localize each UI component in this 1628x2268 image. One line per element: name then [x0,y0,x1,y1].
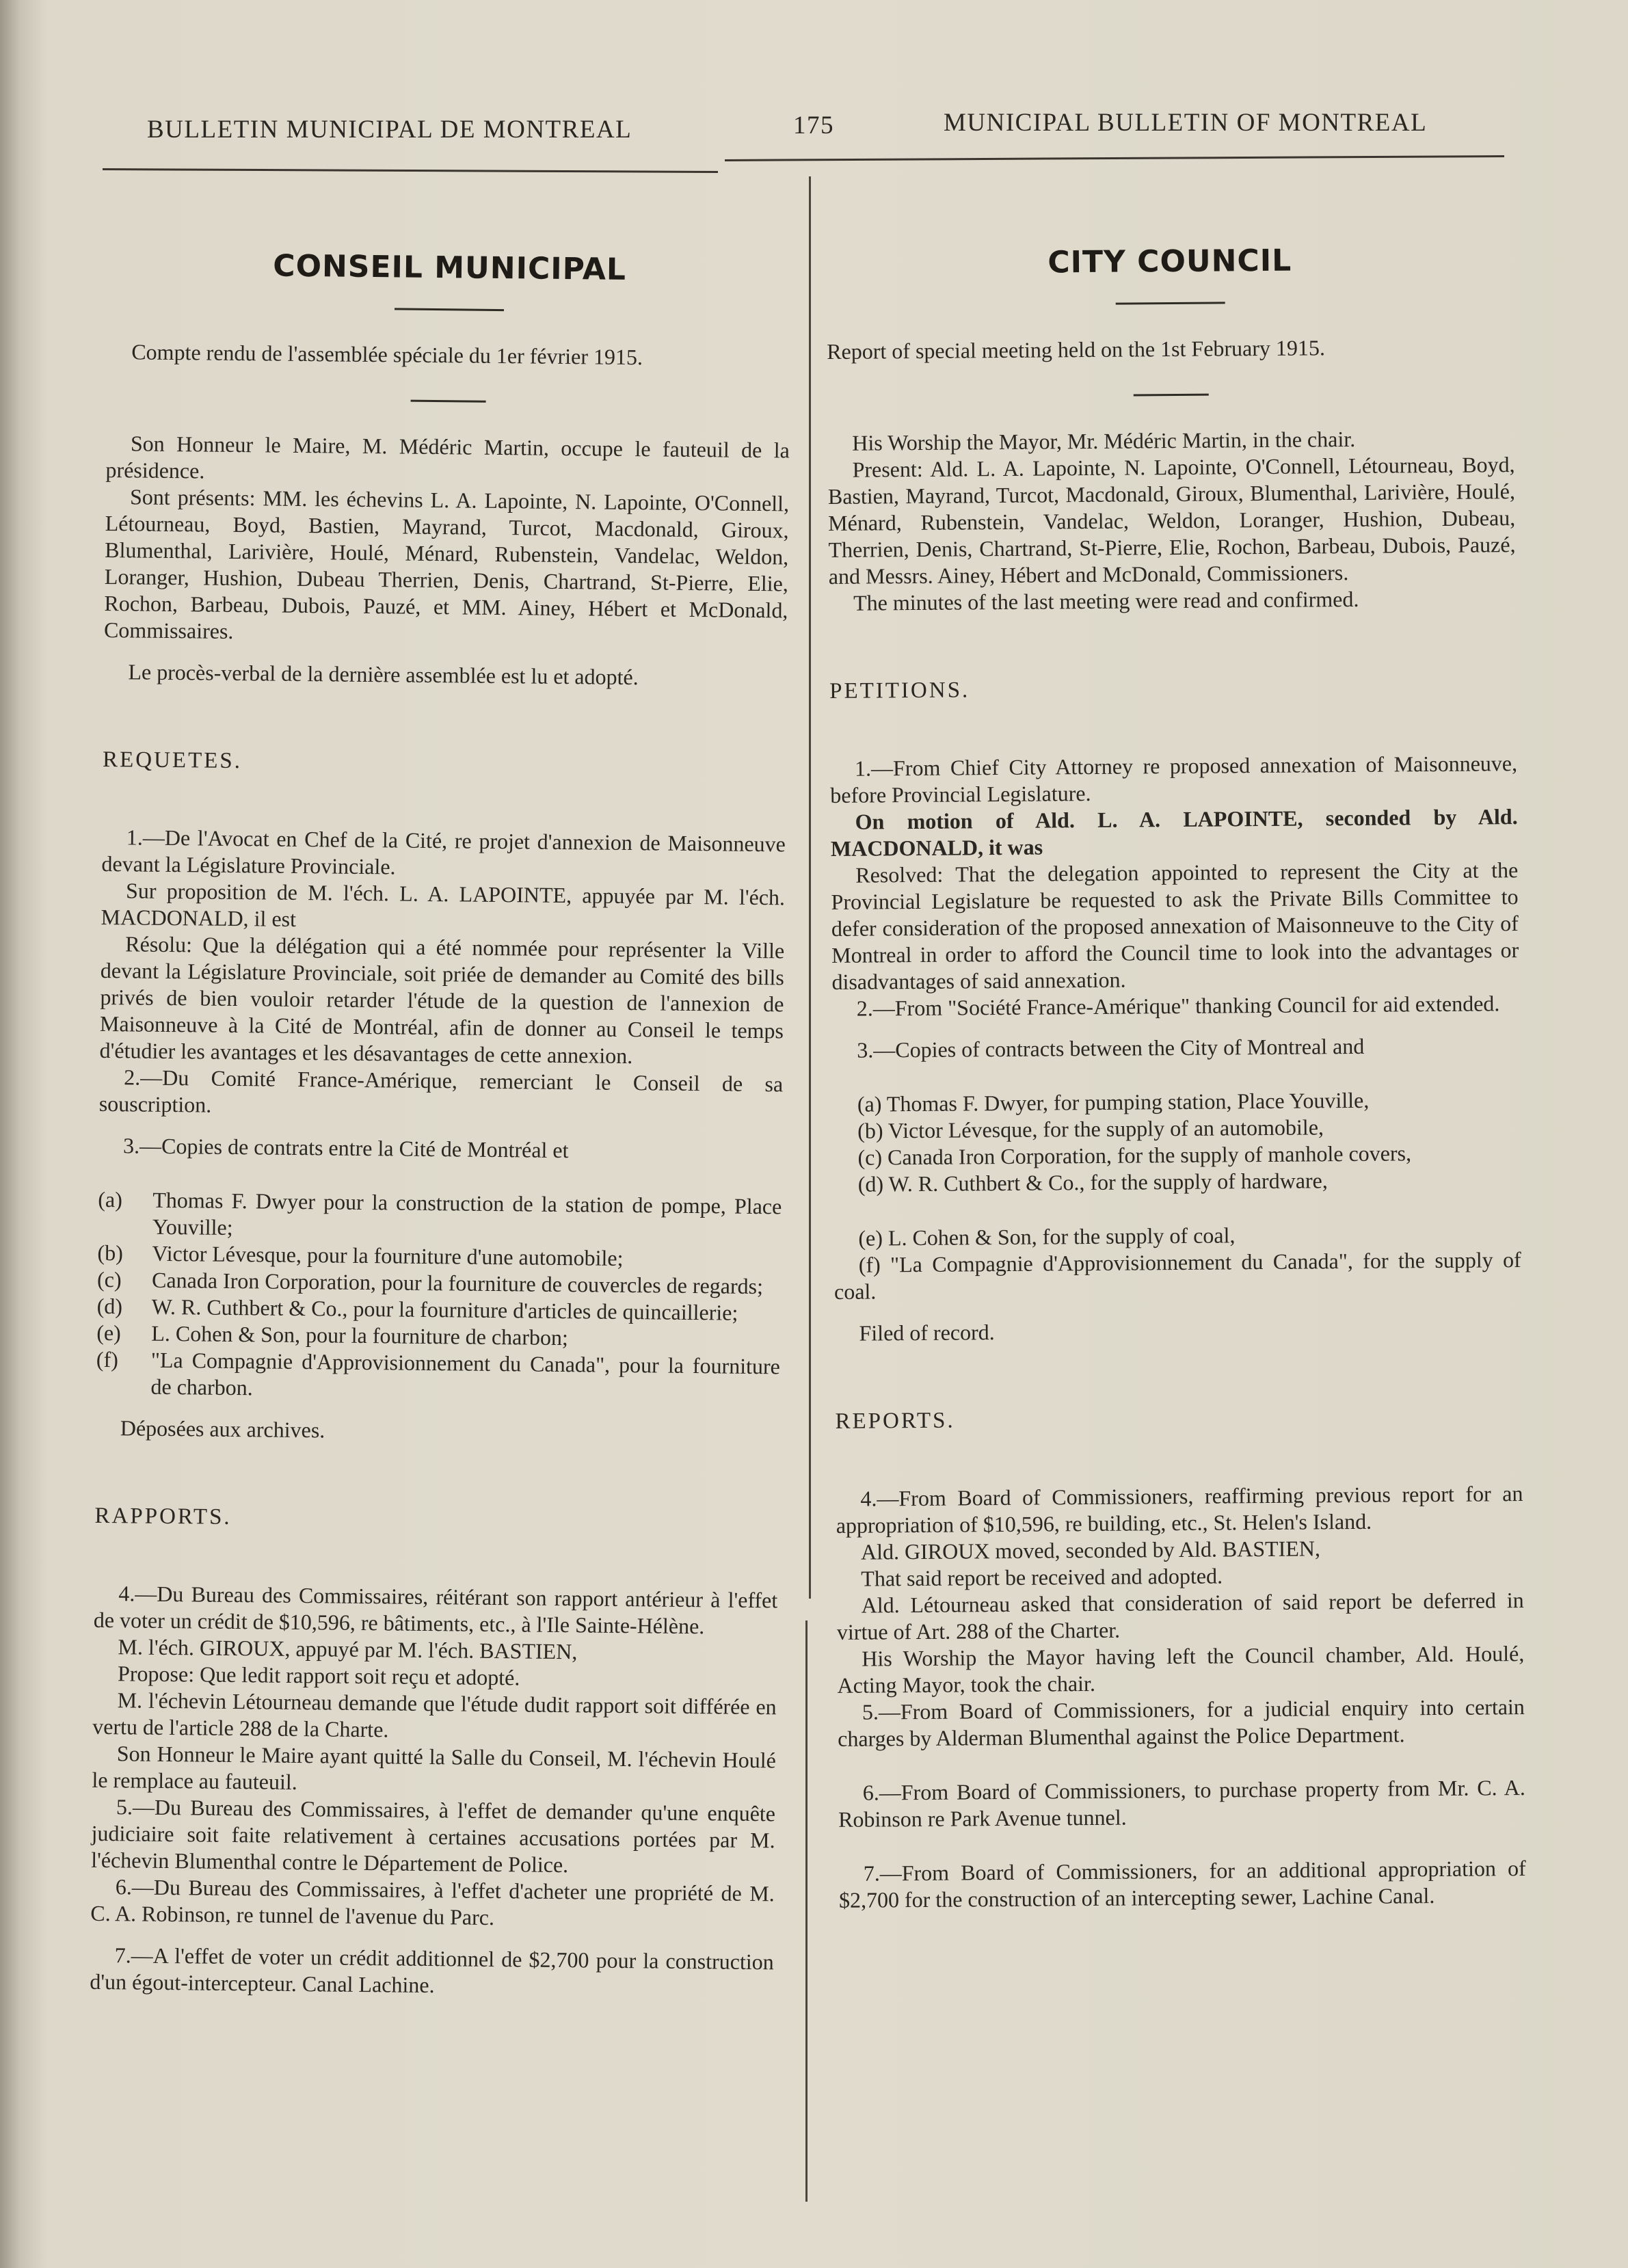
column-divider-lower [805,1620,808,2202]
french-proces-verbal: Le procès-verbal de la dernière assemblée est lu et adopté. [128,659,639,690]
subtitle-rule [1133,394,1208,397]
contract-item: (d) W. R. Cuthbert & Co., for the supply of hardware, [857,1168,1328,1197]
french-req2: 2.—Du Comité France-Amérique, remerciant le Conseil de sa souscription. [98,1065,784,1117]
english-pet2: 2.—From "Société France-Amérique" thanking Council for aid extended. [856,991,1500,1021]
subtitle-rule [411,400,486,403]
french-presents: Sont présents: MM. les échevins L. A. Lapointe, N. Lapointe, O'Connell, Létourneau, Boyd, Bastien, Mayrand, Turcot, Macdonald, Giroux, Blumenthal, Larivière, Houlé, Ménard, Rubenstein, Vandelac, Weldon, Loranger, Hushion, Dubeau Therrien, Denis, Chartrand, St-Pierre, Elie, Rochon, Barbeau, Dubois, Pauzé, et MM. Ainey, Hébert et McDonald, Commissaires. [103,484,790,643]
english-column [826,237,1526,1914]
english-pet1: 1.—From Chief City Attorney re proposed annexation of Maisonneuve, before Provincial Legislature. [830,751,1518,808]
contract-item: (d) W. R. Cuthbert & Co., pour la fourniture d'articles de quincaillerie; [96,1293,738,1325]
french-rap4-propose: Propose: Que ledit rapport soit reçu et adopté. [117,1661,520,1690]
contract-item: (f) "La Compagnie d'Approvisionnement du Canada", for the supply of coal. [833,1247,1521,1304]
english-title: CITY COUNCIL [1047,243,1292,280]
english-chair: His Worship the Mayor, Mr. Médéric Martin, in the chair. [852,426,1356,455]
contract-item: (b) Victor Lévesque, for the supply of an automobile, [857,1115,1324,1143]
header-right: MUNICIPAL BULLETIN OF MONTREAL [944,109,1428,137]
english-pet1-motion: On motion of Ald. L. A. LAPOINTE, seconded by Ald. MACDONALD, it was [830,804,1518,861]
contract-item: (a) Thomas F. Dwyer pour la construction de la station de pompe, Place Youville; [98,1186,782,1240]
french-column [90,243,792,2002]
header-rule-right [725,155,1504,161]
french-rap7: 7.—A l'effet de voter un crédit additionnel de $2,700 pour la construction d'un égout-intercepteur. Canal Lachine. [90,1943,774,1998]
english-rep4-that: That said report be received and adopted. [861,1563,1223,1591]
contract-item: (e) L. Cohen & Son, for the supply of coal, [858,1223,1236,1251]
page-number: 175 [793,111,834,139]
column-divider [809,176,811,1599]
french-title: CONSEIL MUNICIPAL [273,248,627,287]
french-presidence: Son Honneur le Maire, M. Médéric Martin, occupe le fauteuil de la présidence. [105,431,790,483]
french-subtitle: Compte rendu de l'assemblée spéciale du 1er février 1915. [131,339,643,370]
requetes-heading: REQUETES. [102,747,243,774]
title-rule [395,308,504,311]
contract-item: (e) L. Cohen & Son, pour la fourniture de charbon; [96,1320,569,1350]
english-subtitle: Report of special meeting held on the 1st February 1915. [827,335,1326,364]
english-pet3: 3.—Copies of contracts between the City of Montreal and [857,1033,1365,1063]
reports-heading: REPORTS. [835,1408,955,1434]
french-rap4-maire: Son Honneur le Maire ayant quitté la Salle du Conseil, M. l'échevin Houlé le remplace au fauteuil. [92,1741,777,1795]
english-rep6: 6.—From Board of Commissioners, to purchase property from Mr. C. A. Robinson re Park Avenue tunnel. [838,1775,1525,1832]
petitions-heading: PETITIONS. [829,678,970,704]
contract-item: (c) Canada Iron Corporation, for the supply of manhole covers, [857,1140,1412,1170]
english-rep4: 4.—From Board of Commissioners, reaffirming previous report for an appropriation of $10,596, re building, etc., St. Helen's Island. [836,1481,1523,1538]
french-rap4-letourneau: M. l'échevin Létourneau demande que l'étude dudit rapport soit différée en vertu de l'article 288 de la Charte. [92,1687,777,1742]
french-rap5: 5.—Du Bureau des Commissaires, à l'effet de demander qu'une enquête judiciaire soit faite relativement à certaines accusations portées par M. l'échevin Blumenthal contre le Département de Police. [91,1794,776,1878]
header-left: BULLETIN MUNICIPAL DE MONTREAL [147,116,632,144]
french-rap4-motion: M. l'éch. GIROUX, appuyé par M. l'éch. BASTIEN, [118,1634,578,1664]
rapports-heading: RAPPORTS. [94,1503,232,1530]
english-pet1-resolved: Resolved: That the delegation appointed to represent the City at the Provincial Legislature be requested to ask the Private Bills Committee to defer consideration of the proposed annexation of Maisonneuve to the City of Montreal in order to afford the Council time to look into the advantages or disadvantages of said annexation. [831,857,1519,994]
french-rap6: 6.—Du Bureau des Commissaires, à l'effet d'acheter une propriété de M. C. A. Robinson, re tunnel de l'avenue du Parc. [90,1874,775,1930]
french-req1: 1.—De l'Avocat en Chef de la Cité, re projet d'annexion de Maisonneuve devant la Législature Provinciale. [101,825,786,879]
contract-item: (c) Canada Iron Corporation, pour la fourniture de couvercles de regards; [96,1266,764,1299]
english-rep7: 7.—From Board of Commissioners, for an additional appropriation of $2,700 for the construction of an intercepting sewer, Lachine Canal. [838,1856,1526,1912]
english-filed: Filed of record. [859,1320,995,1346]
english-rep4-motion: Ald. GIROUX moved, seconded by Ald. BASTIEN, [860,1536,1321,1564]
french-req3: 3.—Copies de contrats entre la Cité de Montréal et [122,1133,569,1163]
french-deposees: Déposées aux archives. [120,1415,325,1443]
english-rep5: 5.—From Board of Commissioners, for a judicial enquiry into certain charges by Alderman Blumenthal against the Police Department. [838,1694,1525,1751]
english-minutes: The minutes of the last meeting were read and confirmed. [853,586,1359,615]
french-req1-motion: Sur proposition de M. l'éch. L. A. LAPOINTE, appuyée par M. l'éch. MACDONALD, il est [101,878,786,931]
header-rule-left [103,168,718,173]
contract-item: (a) Thomas F. Dwyer, for pumping station, Place Youville, [857,1087,1370,1117]
english-rep4-letourneau: Ald. Létourneau asked that consideration of said report be deferred in virtue of Art. 288 of the Charter. [836,1588,1524,1644]
english-present: Present: Ald. L. A. Lapointe, N. Lapointe, O'Connell, Létourneau, Boyd, Bastien, Mayrand, Turcot, Macdonald, Giroux, Blumenthal, Larivière, Houlé, Ménard, Rubenstein, Vandelac, Weldon, Loranger, Hushion, Dubeau, Therrien, Denis, Chartrand, St-Pierre, Elie, Rochon, Barbeau, Dubois, Pauzé, and Messrs. Ainey, Hébert and McDonald, Commissioners. [827,452,1516,589]
page-header [0,103,1628,144]
title-rule [1115,302,1225,304]
contract-item: (b) Victor Lévesque, pour la fourniture d'une automobile; [97,1240,624,1270]
contract-item: (f) "La Compagnie d'Approvisionnement du Canada", pour la fourniture de charbon. [96,1346,781,1400]
english-rep4-mayor: His Worship the Mayor having left the Council chamber, Ald. Houlé, Acting Mayor, took the chair. [837,1641,1525,1698]
french-req1-resolu: Résolu: Que la délégation qui a été nommée pour représenter la Ville devant la Législature Provinciale, soit priée de demander au Comité des bills privés de bien vouloir retarder l'étude de la question de l'annexion de Maisonneuve à la Cité de Montréal, afin de donner au Conseil le temps d'étudier les avantages et les désavantages de cette annexion. [99,931,785,1069]
french-rap4: 4.—Du Bureau des Commissaires, réitérant son rapport antérieur à l'effet de voter un crédit de $10,596, re bâtiments, etc., à l'Ile Sainte-Hélène. [93,1581,778,1639]
